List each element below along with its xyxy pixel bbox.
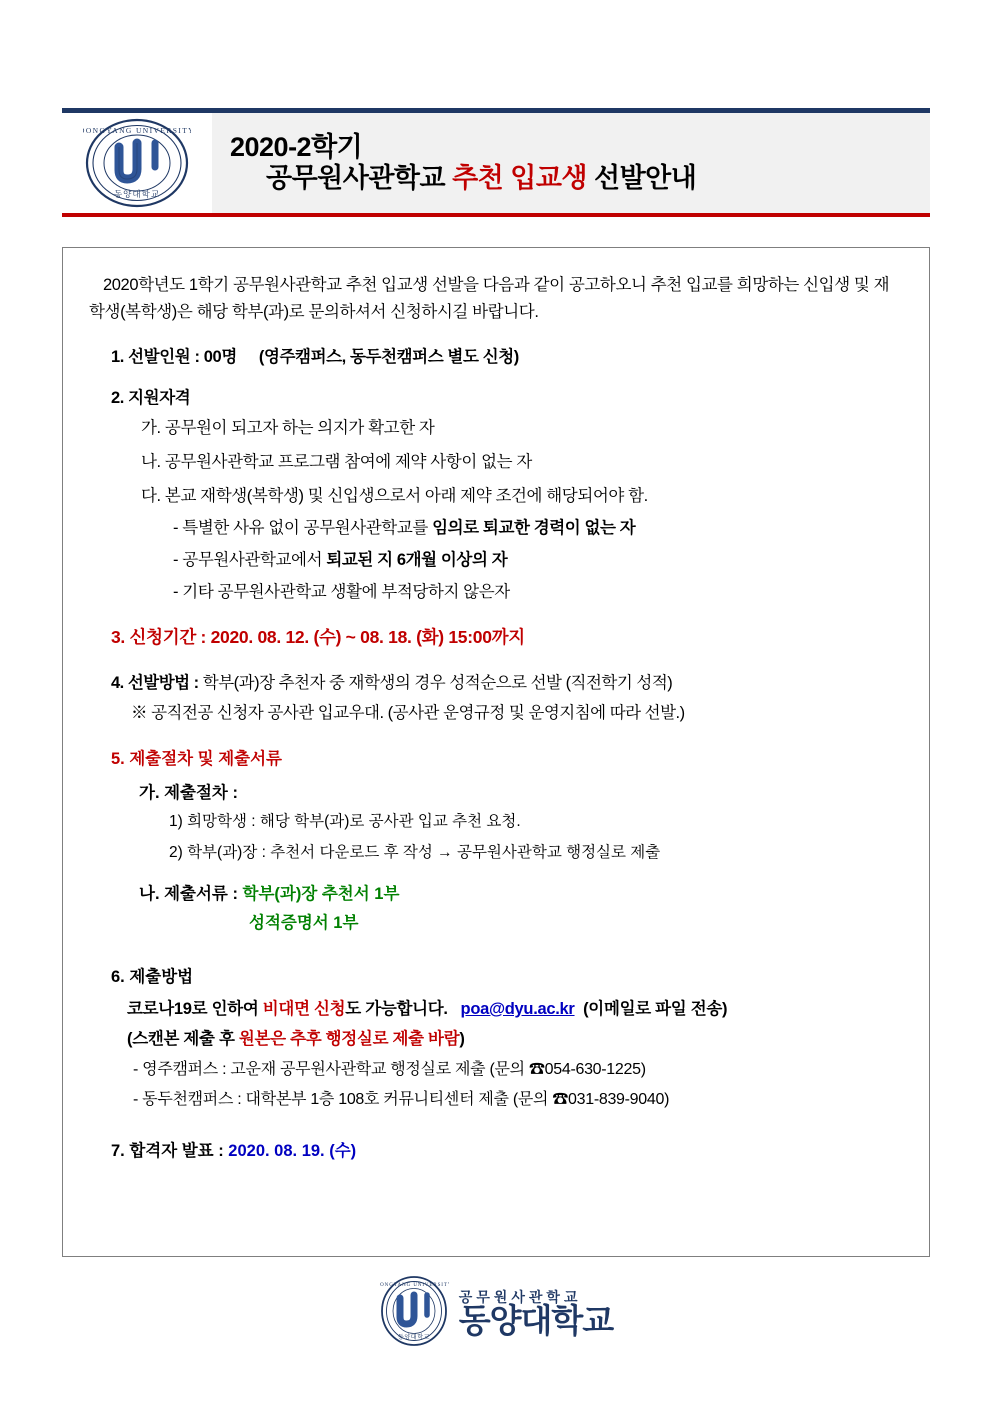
header-title-line2-pre: 공무원사관학교: [266, 163, 453, 193]
section-1-heading: [89, 343, 903, 367]
svg-text:동양대학교: 동양대학교: [113, 189, 161, 199]
section-2-heading: 2. 지원자격: [111, 389, 191, 408]
section-5-sub-b-label: 나. 제출서류 :: [139, 884, 243, 903]
intro-paragraph: 2020학년도 1학기 공무원사관학교 추천 입교생 선발을 다음과 같이 공고하오니 추천 입교를 희망하는 신입생 및 재학생(복학생)은 해당 학부(과)로 문의하셔서 신청하시길 바랍니다.: [89, 276, 890, 322]
section-2-dash-1-bold: 임의로 퇴교한 경력이 없는 자: [432, 519, 636, 538]
section-6-line-1: [89, 995, 903, 1019]
dongyang-university-seal-icon: [83, 117, 191, 209]
section-7-label: 7. 합격자 발표 :: [111, 1141, 229, 1160]
section-6-line-1-highlight: 비대면 신청: [262, 999, 346, 1018]
header-title-line2-post: 선발안내: [587, 163, 697, 193]
section-4: [89, 669, 903, 723]
section-5-sub-a: 가. 제출절차 :: [139, 784, 238, 803]
svg-text:DONGYANG UNIVERSITY: DONGYANG UNIVERSITY: [83, 126, 191, 135]
header-title-line2-highlight: 추천 입교생: [452, 163, 587, 193]
footer-title: 동양대학교: [458, 1302, 614, 1339]
header-banner: [62, 113, 930, 217]
section-2-dash-2: [89, 548, 903, 573]
section-6-line-1-tail: (이메일로 파일 전송): [583, 999, 728, 1018]
section-5-item-1: 1) 희망학생 : 해당 학부(과)로 공사관 입교 추천 요청.: [169, 813, 521, 831]
section-6-line-1-pre: 코로나19로 인하여: [127, 999, 263, 1018]
header-title-block: [212, 113, 930, 213]
contact-email-link[interactable]: poa@dyu.ac.kr: [460, 999, 575, 1018]
section-2: [89, 384, 903, 604]
section-6-line-2: [89, 1025, 903, 1049]
section-6-line-2-post: ): [459, 1029, 465, 1048]
section-6-line-2-pre: (스캔본 제출 후: [127, 1029, 239, 1048]
section-4-text: 학부(과)장 추천자 중 재학생의 경우 성적순으로 선발 (직전학기 성적): [202, 674, 673, 693]
section-6-line-1-post: 도 가능합니다.: [345, 999, 448, 1018]
svg-text:DONGYANG UNIVERSITY: DONGYANG UNIVERSITY: [378, 1283, 449, 1288]
section-2-dash-1-pre: - 특별한 사유 없이 공무원사관학교를: [173, 519, 433, 538]
footer-subtitle: 공무원사관학교: [458, 1289, 582, 1305]
section-2-item-c: 다. 본교 재학생(복학생) 및 신입생으로서 아래 제약 조건에 해당되어야 함.: [141, 486, 648, 505]
section-5-sub-b: [89, 880, 903, 904]
section-4-label: 4. 선발방법 :: [111, 674, 203, 693]
document-footer: [0, 1275, 992, 1352]
section-6-campus-dongducheon: - 동두천캠퍼스 : 대학본부 1층 108호 커뮤니티센터 제출 (문의 ☎031-839-9040): [133, 1090, 670, 1108]
section-2-dash-2-pre: - 공무원사관학교에서: [173, 550, 327, 569]
section-2-dash-2-bold: 퇴교된 지 6개월 이상의 자: [326, 550, 508, 569]
section-1-title: 1. 선발인원 : 00명: [111, 348, 237, 367]
section-3-heading: 3. 신청기간 : 2020. 08. 12. (수) ~ 08. 18. (화) 15:00까지: [111, 627, 525, 648]
header-logo: [62, 113, 212, 217]
section-7-date: 2020. 08. 19. (수): [228, 1141, 357, 1160]
section-5-item-2: 2) 학부(과)장 : 추천서 다운로드 후 작성 → 공무원사관학교 행정실로 제출: [169, 843, 661, 861]
header-title-line1: 2020-2학기: [230, 131, 363, 162]
document-header: [62, 108, 930, 217]
document-body: [62, 247, 930, 1257]
footer-seal-icon: [379, 1275, 449, 1352]
section-2-dash-1: [89, 516, 903, 541]
section-5-doc-1: 학부(과)장 추천서 1부: [242, 884, 400, 903]
section-4-note: ※ 공직전공 신청자 공사관 입교우대. (공사관 운영규정 및 운영지침에 따라 선발.): [131, 704, 685, 723]
section-5-doc-2: 성적증명서 1부: [249, 913, 359, 932]
section-6-campus-yeongju: - 영주캠퍼스 : 고운재 공무원사관학교 행정실로 제출 (문의 ☎054-630-1225): [133, 1060, 646, 1078]
section-5-heading: 5. 제출절차 및 제출서류: [111, 750, 282, 769]
section-2-item-b: 나. 공무원사관학교 프로그램 참여에 제약 사항이 없는 자: [141, 453, 532, 471]
section-6-heading: 6. 제출방법: [111, 967, 194, 986]
section-2-dash-3: - 기타 공무원사관학교 생활에 부적당하지 않은자: [173, 582, 510, 601]
section-1: [89, 343, 903, 367]
section-7-heading: [89, 1137, 903, 1161]
footer-wordmark: [459, 1290, 613, 1337]
section-1-note: (영주캠퍼스, 동두천캠퍼스 별도 신청): [258, 348, 519, 367]
section-2-item-a: 가. 공무원이 되고자 하는 의지가 확고한 자: [141, 419, 435, 438]
header-title-line2: [230, 163, 930, 194]
svg-text:동양대학교: 동양대학교: [397, 1335, 430, 1341]
section-6-line-2-highlight: 원본은 추후 행정실로 제출 바람: [238, 1029, 460, 1048]
